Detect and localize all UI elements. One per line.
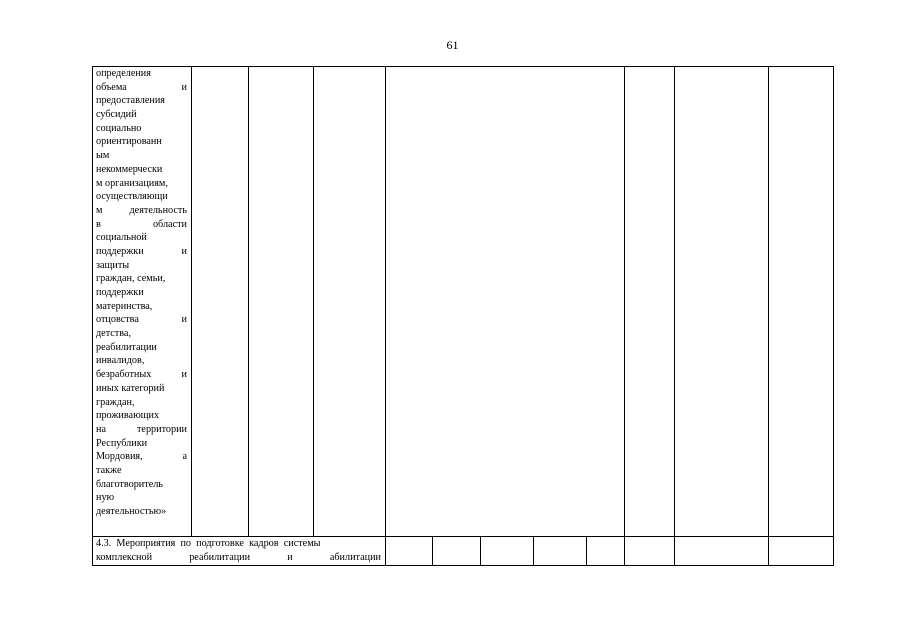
text-line: граждан, — [96, 396, 135, 408]
text-line: объема и — [96, 81, 187, 93]
text-line: реабилитации — [96, 341, 157, 353]
text-line: м организациям, — [96, 177, 168, 189]
row2-heading-text — [96, 537, 381, 564]
text-line: проживающих — [96, 410, 160, 422]
text-line: социальной — [96, 232, 147, 244]
text-line: деятельностью» — [96, 506, 167, 517]
text-line: Республики — [96, 437, 148, 449]
text-line: иных категорий — [96, 382, 165, 394]
text-line: социально — [96, 122, 142, 134]
row1-col1-text — [96, 67, 187, 519]
page-number: 61 — [446, 38, 459, 52]
text-line: также — [96, 464, 122, 476]
text-line: ым — [96, 150, 110, 162]
text-line: детства, — [96, 328, 131, 340]
text-line: м деятельность — [96, 204, 187, 216]
text-line: некоммерчески — [96, 163, 163, 175]
text-line: материнства, — [96, 300, 153, 312]
text-line: предоставления — [96, 95, 165, 107]
text-line: безработных и — [96, 369, 187, 381]
text-line: отцовства и — [96, 314, 187, 326]
text-line: поддержки и — [96, 245, 187, 257]
text-line: благотворитель — [96, 478, 163, 490]
text-line: в области — [96, 218, 187, 230]
text-line: инвалидов, — [96, 355, 145, 367]
text-line: на территории — [96, 423, 187, 435]
text-line: поддержки — [96, 287, 144, 298]
text-line: Мордовия, а — [96, 451, 187, 463]
text-line: осуществляющи — [96, 191, 168, 203]
text-line: защиты — [96, 259, 130, 271]
text-line: граждан, семьи, — [96, 273, 166, 285]
text-line: субсидий — [96, 109, 137, 121]
text-line: определения — [96, 68, 151, 79]
text-line: ориентированн — [96, 136, 162, 148]
text-line: ную — [96, 492, 115, 504]
text-line: 4.3. Мероприятия по подготовке кадров системы — [96, 538, 321, 549]
text-line: комплексной реабилитации и абилитации — [96, 551, 381, 563]
